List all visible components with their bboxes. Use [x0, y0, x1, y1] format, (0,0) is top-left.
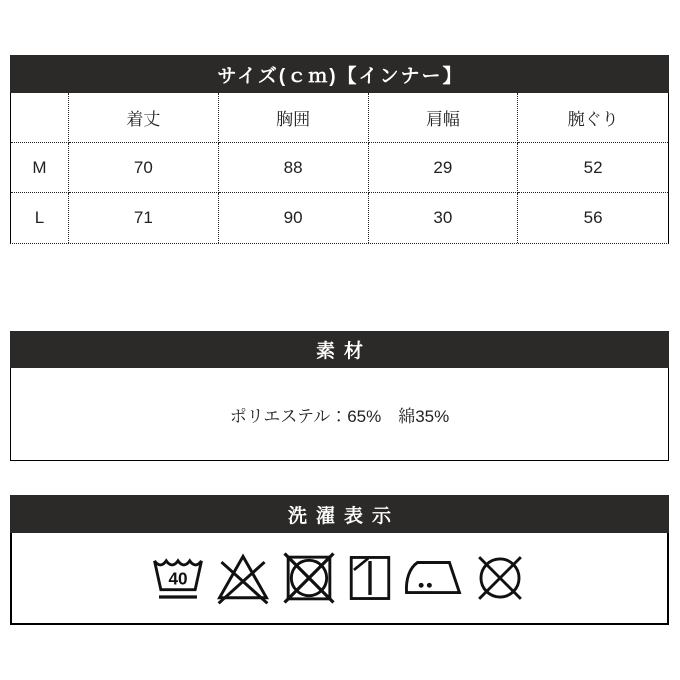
size-section-title: サイズ(ｃｍ)【インナー】	[217, 65, 464, 87]
size-table	[10, 93, 669, 244]
do-not-dry-clean-icon	[471, 549, 529, 607]
cell-l-shoulder: 30	[369, 193, 519, 243]
material-content-box	[10, 368, 669, 461]
do-not-bleach-icon	[213, 549, 273, 607]
size-table-corner-cell	[11, 93, 69, 143]
laundry-section-header	[10, 495, 669, 533]
machine-wash-40-gentle-icon	[150, 549, 206, 607]
row-label-l: L	[11, 193, 69, 243]
size-section-header	[10, 55, 669, 93]
laundry-section	[10, 495, 669, 625]
cell-m-length: 70	[69, 143, 219, 193]
iron-medium-heat-two-dots-icon	[402, 549, 464, 607]
col-header-length: 着丈	[69, 93, 219, 143]
do-not-tumble-dry-icon	[280, 549, 338, 607]
col-header-chest: 胸囲	[219, 93, 369, 143]
laundry-section-title: 洗濯表示	[287, 505, 400, 527]
material-section-title: 素材	[315, 341, 372, 362]
cell-l-length: 71	[69, 193, 219, 243]
cell-l-chest: 90	[219, 193, 369, 243]
line-dry-in-shade-icon	[345, 549, 395, 607]
cell-m-armhole: 52	[518, 143, 668, 193]
cell-l-armhole: 56	[583, 208, 603, 227]
row-label-m: M	[11, 143, 69, 193]
material-content-text: ポリエステル：65% 綿35%	[229, 406, 450, 426]
col-header-armhole: 腕ぐり	[518, 93, 668, 143]
cell-m-chest: 88	[219, 143, 369, 193]
size-section	[10, 55, 669, 244]
col-header-shoulder: 肩幅	[369, 93, 519, 143]
cell-m-shoulder: 29	[369, 143, 519, 193]
wash-temp-label: 40	[168, 568, 188, 589]
material-section-header	[10, 331, 669, 368]
material-section	[10, 331, 669, 461]
laundry-symbols-row	[10, 533, 669, 625]
